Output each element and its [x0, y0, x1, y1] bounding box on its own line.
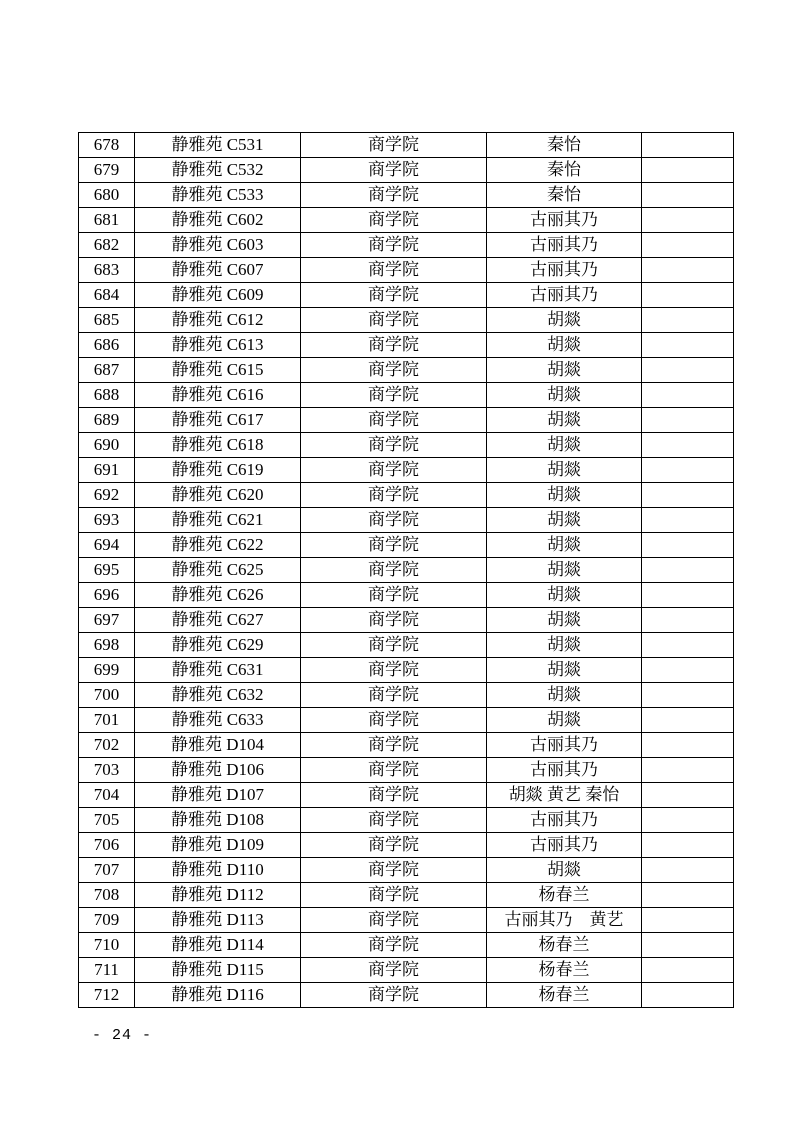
row-number-cell: 712: [79, 983, 135, 1008]
counselor-cell: 胡燚: [487, 583, 642, 608]
room-cell: 静雅苑 C612: [135, 308, 301, 333]
college-cell: 商学院: [301, 658, 487, 683]
college-cell: 商学院: [301, 633, 487, 658]
note-cell: [642, 833, 734, 858]
counselor-cell: 秦怡: [487, 133, 642, 158]
table-row: [79, 258, 734, 283]
row-number-cell: 706: [79, 833, 135, 858]
room-cell: 静雅苑 C618: [135, 433, 301, 458]
counselor-cell: 胡燚: [487, 358, 642, 383]
note-cell: [642, 533, 734, 558]
college-cell: 商学院: [301, 408, 487, 433]
table-row: [79, 158, 734, 183]
row-number-cell: 684: [79, 283, 135, 308]
counselor-cell: 古丽其乃: [487, 258, 642, 283]
room-cell: 静雅苑 C633: [135, 708, 301, 733]
room-cell: 静雅苑 C615: [135, 358, 301, 383]
table-row: [79, 333, 734, 358]
college-cell: 商学院: [301, 283, 487, 308]
row-number-cell: 683: [79, 258, 135, 283]
row-number-cell: 689: [79, 408, 135, 433]
note-cell: [642, 683, 734, 708]
row-number-cell: 710: [79, 933, 135, 958]
college-cell: 商学院: [301, 908, 487, 933]
table-row: [79, 858, 734, 883]
row-number-cell: 699: [79, 658, 135, 683]
counselor-cell: 古丽其乃: [487, 283, 642, 308]
room-cell: 静雅苑 C609: [135, 283, 301, 308]
table-row: [79, 208, 734, 233]
counselor-cell: 古丽其乃: [487, 733, 642, 758]
counselor-cell: 胡燚: [487, 633, 642, 658]
counselor-cell: 胡燚: [487, 708, 642, 733]
counselor-cell: 杨春兰: [487, 883, 642, 908]
note-cell: [642, 758, 734, 783]
dormitory-table: [78, 132, 734, 1008]
counselor-cell: 胡燚: [487, 483, 642, 508]
note-cell: [642, 308, 734, 333]
counselor-cell: 胡燚: [487, 558, 642, 583]
college-cell: 商学院: [301, 758, 487, 783]
note-cell: [642, 333, 734, 358]
room-cell: 静雅苑 C627: [135, 608, 301, 633]
table-row: [79, 458, 734, 483]
table-row: [79, 908, 734, 933]
counselor-cell: 杨春兰: [487, 958, 642, 983]
note-cell: [642, 608, 734, 633]
counselor-cell: 古丽其乃 黄艺: [487, 908, 642, 933]
college-cell: 商学院: [301, 733, 487, 758]
table-row: [79, 408, 734, 433]
room-cell: 静雅苑 D108: [135, 808, 301, 833]
note-cell: [642, 708, 734, 733]
row-number-cell: 707: [79, 858, 135, 883]
row-number-cell: 701: [79, 708, 135, 733]
table-row: [79, 733, 734, 758]
row-number-cell: 697: [79, 608, 135, 633]
counselor-cell: 古丽其乃: [487, 233, 642, 258]
room-cell: 静雅苑 C533: [135, 183, 301, 208]
table-row: [79, 583, 734, 608]
note-cell: [642, 158, 734, 183]
note-cell: [642, 583, 734, 608]
room-cell: 静雅苑 D113: [135, 908, 301, 933]
table-row: [79, 508, 734, 533]
counselor-cell: 古丽其乃: [487, 208, 642, 233]
row-number-cell: 700: [79, 683, 135, 708]
room-cell: 静雅苑 C631: [135, 658, 301, 683]
note-cell: [642, 133, 734, 158]
row-number-cell: 679: [79, 158, 135, 183]
college-cell: 商学院: [301, 583, 487, 608]
table-row: [79, 308, 734, 333]
college-cell: 商学院: [301, 858, 487, 883]
counselor-cell: 胡燚: [487, 333, 642, 358]
table-row: [79, 633, 734, 658]
row-number-cell: 703: [79, 758, 135, 783]
room-cell: 静雅苑 D115: [135, 958, 301, 983]
college-cell: 商学院: [301, 183, 487, 208]
row-number-cell: 702: [79, 733, 135, 758]
college-cell: 商学院: [301, 808, 487, 833]
college-cell: 商学院: [301, 608, 487, 633]
row-number-cell: 693: [79, 508, 135, 533]
room-cell: 静雅苑 C629: [135, 633, 301, 658]
college-cell: 商学院: [301, 308, 487, 333]
note-cell: [642, 633, 734, 658]
room-cell: 静雅苑 C625: [135, 558, 301, 583]
table-row: [79, 783, 734, 808]
note-cell: [642, 433, 734, 458]
row-number-cell: 705: [79, 808, 135, 833]
row-number-cell: 686: [79, 333, 135, 358]
table-row: [79, 758, 734, 783]
counselor-cell: 胡燚: [487, 683, 642, 708]
note-cell: [642, 658, 734, 683]
room-cell: 静雅苑 D112: [135, 883, 301, 908]
note-cell: [642, 933, 734, 958]
row-number-cell: 708: [79, 883, 135, 908]
row-number-cell: 696: [79, 583, 135, 608]
row-number-cell: 688: [79, 383, 135, 408]
note-cell: [642, 358, 734, 383]
note-cell: [642, 908, 734, 933]
row-number-cell: 681: [79, 208, 135, 233]
note-cell: [642, 883, 734, 908]
note-cell: [642, 783, 734, 808]
note-cell: [642, 183, 734, 208]
room-cell: 静雅苑 C617: [135, 408, 301, 433]
college-cell: 商学院: [301, 233, 487, 258]
note-cell: [642, 483, 734, 508]
room-cell: 静雅苑 C603: [135, 233, 301, 258]
table-row: [79, 433, 734, 458]
note-cell: [642, 983, 734, 1008]
counselor-cell: 胡燚: [487, 858, 642, 883]
table-row: [79, 608, 734, 633]
college-cell: 商学院: [301, 458, 487, 483]
counselor-cell: 古丽其乃: [487, 833, 642, 858]
table-row: [79, 133, 734, 158]
room-cell: 静雅苑 D110: [135, 858, 301, 883]
table-row: [79, 808, 734, 833]
note-cell: [642, 383, 734, 408]
college-cell: 商学院: [301, 383, 487, 408]
counselor-cell: 胡燚: [487, 408, 642, 433]
table-row: [79, 883, 734, 908]
college-cell: 商学院: [301, 883, 487, 908]
row-number-cell: 704: [79, 783, 135, 808]
college-cell: 商学院: [301, 783, 487, 808]
row-number-cell: 690: [79, 433, 135, 458]
note-cell: [642, 733, 734, 758]
counselor-cell: 秦怡: [487, 183, 642, 208]
row-number-cell: 709: [79, 908, 135, 933]
note-cell: [642, 808, 734, 833]
room-cell: 静雅苑 D104: [135, 733, 301, 758]
table-row: [79, 658, 734, 683]
college-cell: 商学院: [301, 558, 487, 583]
table-row: [79, 958, 734, 983]
college-cell: 商学院: [301, 433, 487, 458]
counselor-cell: 胡燚: [487, 383, 642, 408]
row-number-cell: 695: [79, 558, 135, 583]
row-number-cell: 685: [79, 308, 135, 333]
room-cell: 静雅苑 C531: [135, 133, 301, 158]
room-cell: 静雅苑 C616: [135, 383, 301, 408]
college-cell: 商学院: [301, 133, 487, 158]
college-cell: 商学院: [301, 333, 487, 358]
college-cell: 商学院: [301, 533, 487, 558]
table-row: [79, 183, 734, 208]
row-number-cell: 698: [79, 633, 135, 658]
college-cell: 商学院: [301, 958, 487, 983]
counselor-cell: 胡燚: [487, 533, 642, 558]
table-row: [79, 383, 734, 408]
note-cell: [642, 508, 734, 533]
row-number-cell: 682: [79, 233, 135, 258]
counselor-cell: 胡燚: [487, 658, 642, 683]
room-cell: 静雅苑 D116: [135, 983, 301, 1008]
table-row: [79, 933, 734, 958]
college-cell: 商学院: [301, 833, 487, 858]
room-cell: 静雅苑 C632: [135, 683, 301, 708]
college-cell: 商学院: [301, 983, 487, 1008]
college-cell: 商学院: [301, 258, 487, 283]
counselor-cell: 古丽其乃: [487, 808, 642, 833]
note-cell: [642, 208, 734, 233]
note-cell: [642, 408, 734, 433]
counselor-cell: 胡燚: [487, 308, 642, 333]
note-cell: [642, 858, 734, 883]
note-cell: [642, 558, 734, 583]
college-cell: 商学院: [301, 483, 487, 508]
room-cell: 静雅苑 C619: [135, 458, 301, 483]
room-cell: 静雅苑 C613: [135, 333, 301, 358]
table-row: [79, 683, 734, 708]
room-cell: 静雅苑 C620: [135, 483, 301, 508]
room-cell: 静雅苑 D114: [135, 933, 301, 958]
table-row: [79, 533, 734, 558]
college-cell: 商学院: [301, 708, 487, 733]
room-cell: 静雅苑 D106: [135, 758, 301, 783]
row-number-cell: 691: [79, 458, 135, 483]
table-row: [79, 233, 734, 258]
table-row: [79, 358, 734, 383]
row-number-cell: 687: [79, 358, 135, 383]
counselor-cell: 胡燚: [487, 608, 642, 633]
table-row: [79, 708, 734, 733]
table-body: [79, 133, 734, 1008]
note-cell: [642, 458, 734, 483]
table-row: [79, 483, 734, 508]
table-row: [79, 558, 734, 583]
row-number-cell: 694: [79, 533, 135, 558]
room-cell: 静雅苑 D107: [135, 783, 301, 808]
table-row: [79, 983, 734, 1008]
counselor-cell: 古丽其乃: [487, 758, 642, 783]
room-cell: 静雅苑 C626: [135, 583, 301, 608]
room-cell: 静雅苑 D109: [135, 833, 301, 858]
counselor-cell: 胡燚 黄艺 秦怡: [487, 783, 642, 808]
note-cell: [642, 233, 734, 258]
counselor-cell: 杨春兰: [487, 933, 642, 958]
row-number-cell: 711: [79, 958, 135, 983]
college-cell: 商学院: [301, 933, 487, 958]
college-cell: 商学院: [301, 208, 487, 233]
room-cell: 静雅苑 C602: [135, 208, 301, 233]
college-cell: 商学院: [301, 508, 487, 533]
room-cell: 静雅苑 C532: [135, 158, 301, 183]
room-cell: 静雅苑 C622: [135, 533, 301, 558]
row-number-cell: 680: [79, 183, 135, 208]
counselor-cell: 杨春兰: [487, 983, 642, 1008]
note-cell: [642, 283, 734, 308]
counselor-cell: 胡燚: [487, 458, 642, 483]
college-cell: 商学院: [301, 358, 487, 383]
table-row: [79, 833, 734, 858]
note-cell: [642, 958, 734, 983]
room-cell: 静雅苑 C621: [135, 508, 301, 533]
room-cell: 静雅苑 C607: [135, 258, 301, 283]
counselor-cell: 秦怡: [487, 158, 642, 183]
college-cell: 商学院: [301, 158, 487, 183]
row-number-cell: 692: [79, 483, 135, 508]
college-cell: 商学院: [301, 683, 487, 708]
table-row: [79, 283, 734, 308]
page-number: - 24 -: [92, 1027, 153, 1044]
note-cell: [642, 258, 734, 283]
counselor-cell: 胡燚: [487, 433, 642, 458]
counselor-cell: 胡燚: [487, 508, 642, 533]
row-number-cell: 678: [79, 133, 135, 158]
